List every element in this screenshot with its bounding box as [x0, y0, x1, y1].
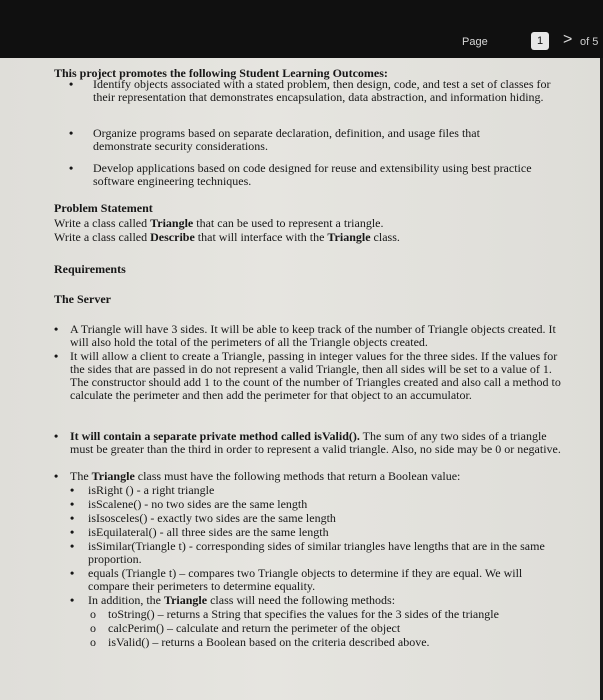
server-item-1: • A Triangle will have 3 sides. It will be able to keep track of the number of Triangle objects created. It will also hold the total of the perimeters of all the Triangle objects created. [54, 322, 556, 349]
bullet-icon: • [70, 566, 75, 580]
outcome-item-1: • Identify objects associated with a stated problem, then design, code, and test a set of classes for their representation that demonstrates encapsulation, data abstraction, and information hiding. [69, 77, 551, 104]
bullet-icon: • [70, 511, 75, 525]
bullet-icon: • [70, 593, 75, 607]
method-item-4: • isEquilateral() - all three sides are the same length [70, 525, 329, 539]
server-heading: The Server [54, 292, 111, 306]
server-item-4: • The Triangle class must have the following methods that return a Boolean value: [54, 469, 461, 483]
bullet-icon: • [70, 483, 75, 497]
bullet-icon: • [69, 161, 74, 175]
sub-bullet-icon: o [90, 621, 96, 635]
page-number-input[interactable]: 1 [531, 32, 549, 50]
outcome-item-3: • Develop applications based on code designed for reuse and extensibility using best practice software engineering techniques. [69, 161, 532, 188]
requirements-heading: Requirements [54, 262, 126, 276]
server-item-2: • It will allow a client to create a Triangle, passing in integer values for the three sides. If the values for the sides that are passed in do not represent a valid Triangle, then all sides will be set to a value of 1. The constructor should add 1 to the count of the number of Triangles created and also call a method to calculate the perimeter and then add the perimeter for that object to an accumulator. [54, 349, 561, 402]
bullet-icon: • [69, 126, 74, 140]
bullet-icon: • [69, 77, 74, 91]
method-item-1: • isRight () - a right triangle [70, 483, 215, 497]
next-page-chevron-icon[interactable]: > [563, 31, 573, 48]
bullet-icon: • [70, 497, 75, 511]
bullet-icon: • [54, 469, 59, 483]
extra-method-2: o calcPerim() – calculate and return the perimeter of the object [90, 621, 401, 635]
bullet-icon: • [54, 322, 59, 336]
method-item-3: • isIsosceles() - exactly two sides are the same length [70, 511, 336, 525]
pdf-toolbar [0, 0, 603, 58]
server-item-3: • It will contain a separate private method called isValid(). The sum of any two sides of a triangle must be greater than the third in order to represent a valid triangle. Also, no side may be 0 or negative. [54, 429, 561, 456]
extra-method-3: o isValid() – returns a Boolean based on the criteria described above. [90, 635, 430, 649]
outcomes-title: This project promotes the following Student Learning Outcomes: [54, 66, 388, 80]
method-item-6: • equals (Triangle t) – compares two Triangle objects to determine if they are equal. We will compare their perimeters to determine equality. [70, 566, 523, 593]
method-item-2: • isScalene() - no two sides are the same length [70, 497, 308, 511]
problem-heading: Problem Statement [54, 201, 153, 215]
sub-bullet-icon: o [90, 635, 96, 649]
bullet-icon: • [54, 429, 59, 443]
outcome-item-2: • Organize programs based on separate declaration, definition, and usage files that demonstrate security considerations. [69, 126, 480, 153]
page-label: Page [462, 36, 488, 48]
method-item-5: • isSimilar(Triangle t) - corresponding sides of similar triangles have lengths that are in the same proportion. [70, 539, 545, 566]
bullet-icon: • [54, 349, 59, 363]
problem-line-2: Write a class called Describe that will interface with the Triangle class. [54, 230, 400, 244]
bullet-icon: • [70, 539, 75, 553]
sub-bullet-icon: o [90, 607, 96, 621]
method-item-7: • In addition, the Triangle class will need the following methods: [70, 593, 396, 607]
document-page [0, 58, 600, 700]
problem-line-1: Write a class called Triangle that can be used to represent a triangle. [54, 216, 384, 230]
bullet-icon: • [70, 525, 75, 539]
page-total: of 5 [580, 36, 599, 48]
extra-method-1: o toString() – returns a String that specifies the values for the 3 sides of the triangle [90, 607, 499, 621]
